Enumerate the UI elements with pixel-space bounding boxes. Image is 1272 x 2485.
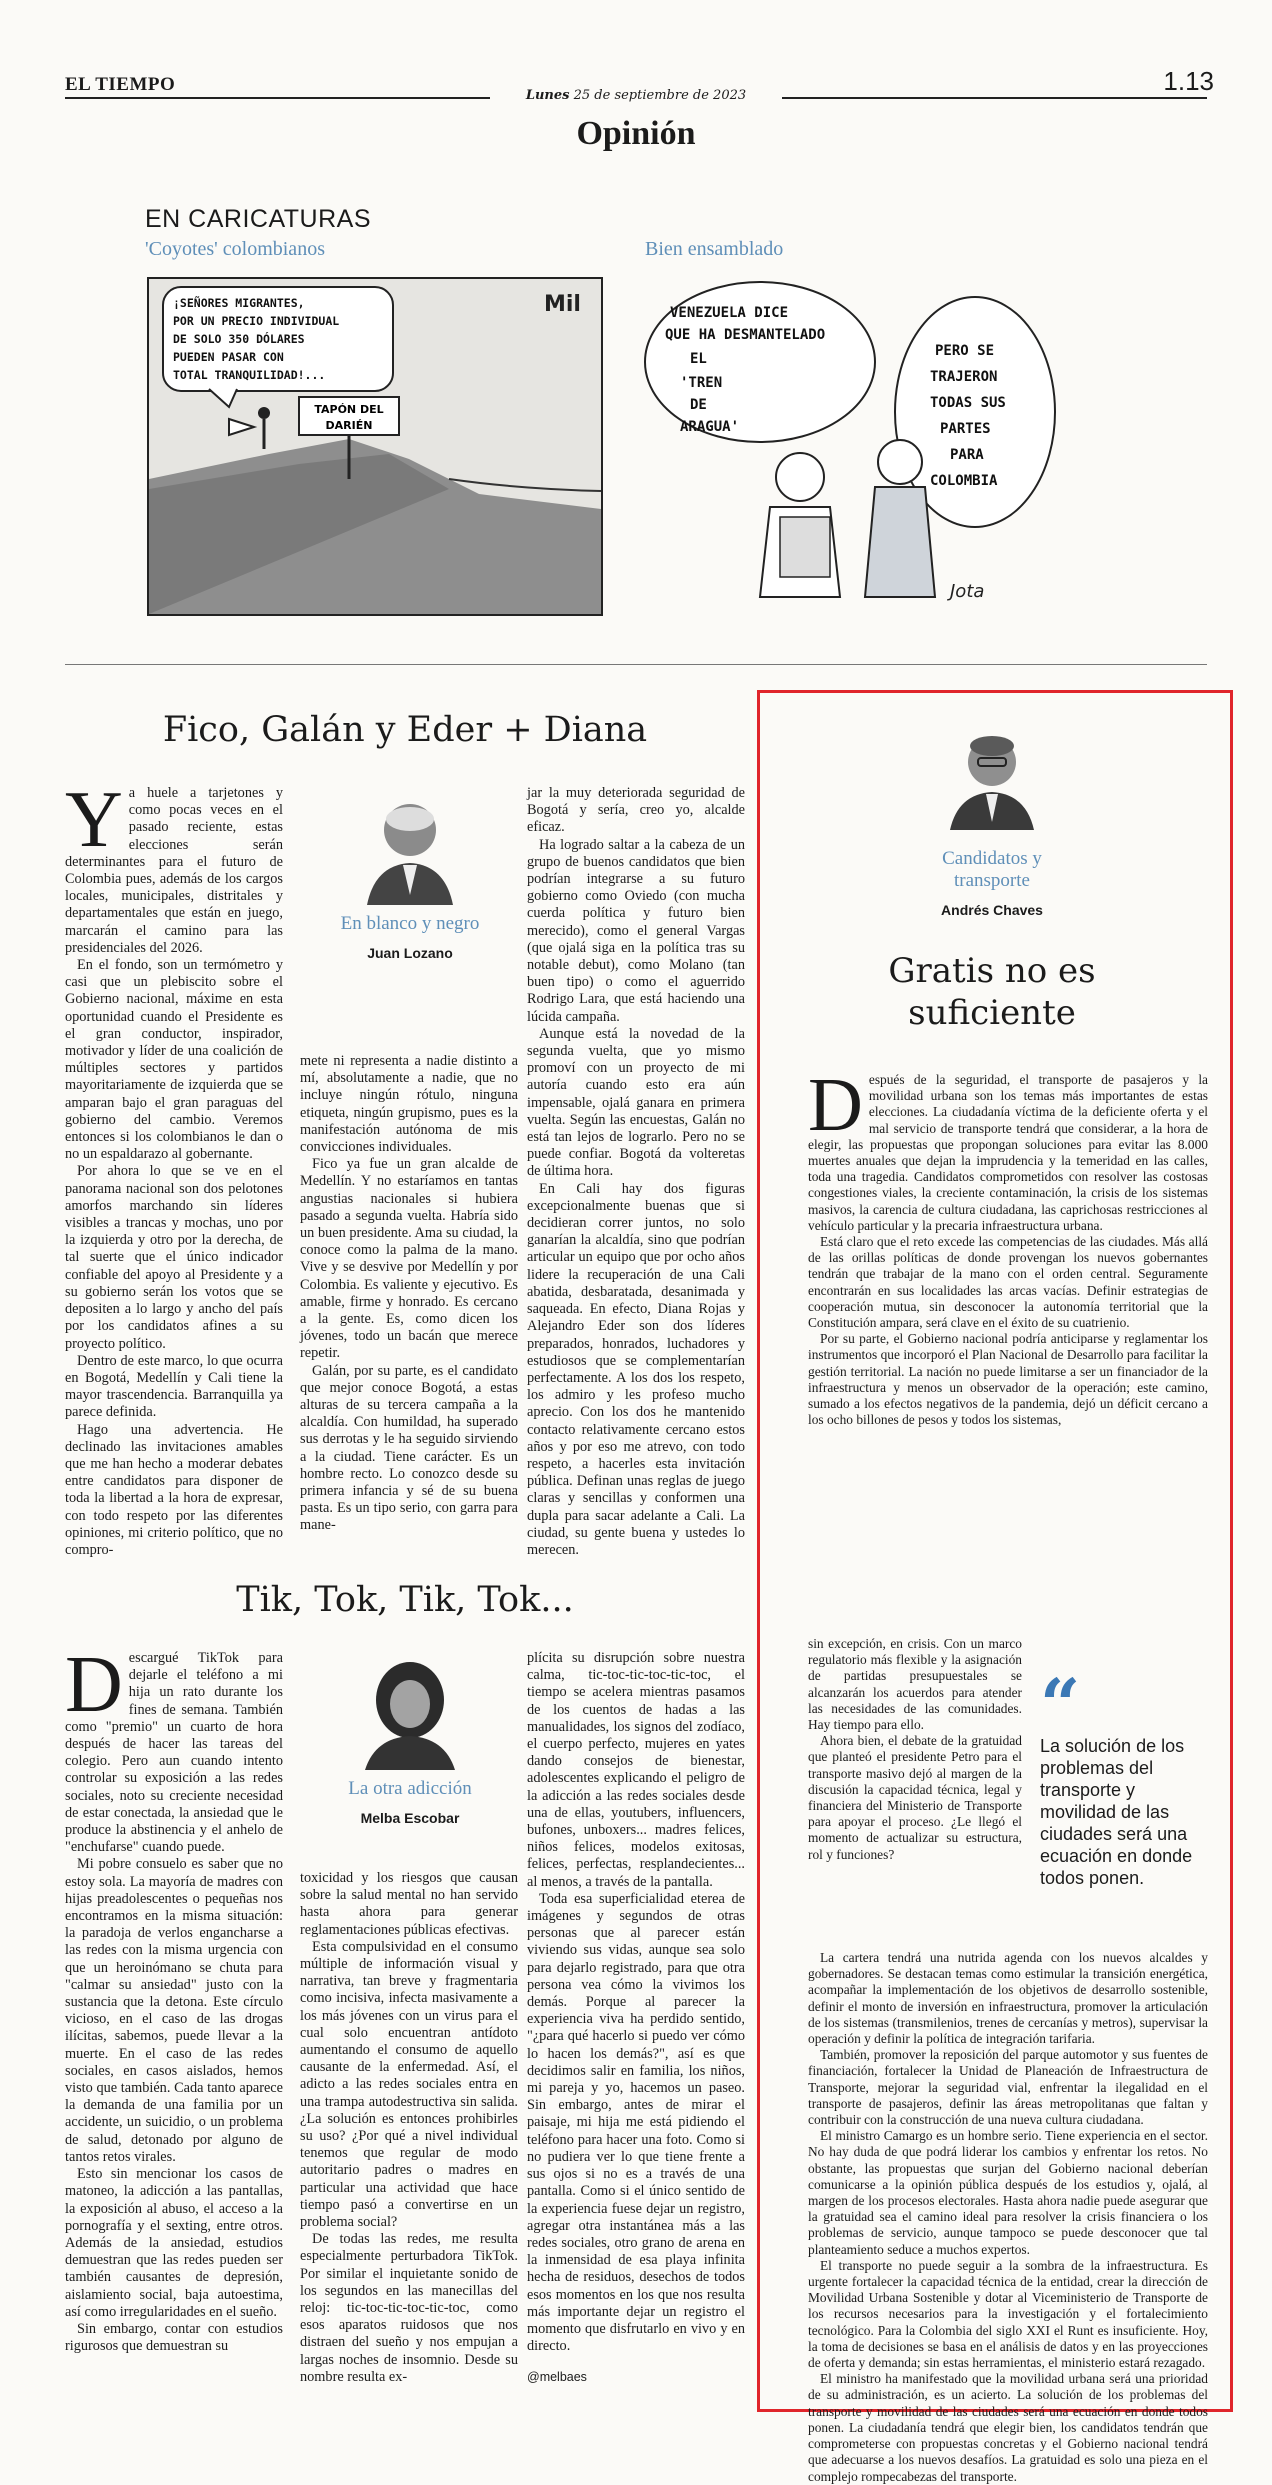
cartoon-left-title: 'Coyotes' colombianos [145,238,325,260]
article2-column-3: plícita su disrupción sobre nuestra calma, tic-toc-tic-toc-tic-toc, el tiempo se acelera mientras pasamos de los cuentos de hadas a las manualidades, los signos del zodíaco, el cuerpo perfecto, mujeres en yates dando consejos de bienestar, adolescentes explicando el peligro de la adicción a las redes sociales desde una de ellas, youtubers, influencers, bufones, unboxers... madres felices, niños felices, modelos exitosas, felices, perfectas, resplandecientes... al menos, a través de la pantalla. Toda esa superficialidad eterea de imágenes y segundos de otras personas que al parecer están viviendo sus vidas, aunque sea solo para dejarlo registrado, para que otra persona vea cómo la vivimos los demás. Porque al parecer la experiencia viva ha perdido sentido, "¿para qué hacerlo si puedo ver cómo lo hacen los demás?", así es que decidimos salir en familia, los niños, mi pareja y yo, hacemos un paseo. Sin embargo, antes de mirar el paisaje, mi hija me está pidiendo el teléfono para hacer una foto. Como si no pudiera ver lo que tiene frente a sus ojos si no es a través de una pantalla. Como si el único sentido de la experiencia fuese dejar un registro, agregar otra instantánea más a las redes sociales, otro grano de arena en la inmensidad de esa playa infinita hecha de residuos, desechos de todos esos momentos en los que nos resulta más importante dejar un registro el momento que disfrutarlo en vivo y en directo. [527,1650,745,2355]
article1-column-1: Ya huele a tarjetones y como pocas veces en el pasado reciente, estas elecciones serán determinantes para el futuro de Colombia pues, además de los cargos locales, municipales, distritales y departamentales que están en juego, marcarán el camino para las presidenciales del 2026. En el fondo, son un termómetro y casi que un plebiscito sobre el Gobierno nacional, máxime en esta oportunidad cuando el Presidente es el gran conductor, inspirador, motivador y líder de una coalición de múltiples sectores y partidos mayoritariamente de izquierda que se amparan bajo el gran paraguas del gobierno del cambio. Veremos entonces si los colombianos le dan o no un espaldarazo al gobernante. Por ahora lo que se ve en el panorama nacional son dos pelotones amorfos marchando sin líderes visibles a trancas y mochas, uno por la izquierda y otro por la derecha, de tal suerte que el único indicador confiable del apoyo al Presidente y a su gobierno serán los votos que se depositen a lo largo y ancho del país por los candidatos afines a su proyecto político. Dentro de este marco, lo que ocurra en Bogotá, Medellín y Cali tiene la mayor trascendencia. Barranquilla ya parece definida. Hago una advertencia. He declinado las invitaciones amables que me han hecho a moderar debates entre candidatos para disponer de toda la libertad a la hora de expresar, con todo respeto por las diferentes opiniones, mi criterio político, que no compro- [65,776,283,1558]
cartoon-right-right-balloon-1: PERO SE [935,343,995,359]
cartoon-left-balloon-5: TOTAL TRANQUILIDAD!... [173,368,326,382]
article1-headline: Fico, Galán y Eder + Diana [162,710,648,750]
cartoon-left-sign-line1: TAPÓN DEL [314,403,384,416]
quote-icon: “ [1040,1663,1081,1746]
cartoon-right-left-balloon-5: DE [690,397,707,413]
cartoon-right-right-balloon-4: PARTES [940,421,991,437]
cartoon-right-signature: Jota [950,581,985,602]
article1-column-3: jar la muy deteriorada seguridad de Bogotá y sería, creo yo, alcalde eficaz. Ha logrado saltar a la cabeza de un grupo de buenos candidatos que bien podrían integrarse a su futuro gobierno como Oviedo (con mucha cuerda política y futuro bien merecido), como el general Vargas (que ojalá siga en la política tras su notable debut), como Molano (tan buen tipo) o como el aguerrido Rodrigo Lara, que está haciendo una lúcida campaña. Aunque está la novedad de la segunda vuelta, que yo mismo promoví con un proyecto de mi autoría cuando esto era aún impensable, ojalá ganara en primera vuelta. Según las encuestas, Galán no está tan lejos de lograrlo. Pero no se puede confiar. Bogotá da volteretas de última hora. En Cali hay dos figuras excepcionalmente buenas que si decidieran correr juntos, no solo ganarían la alcaldía, sino que podrían articular un equipo que por ocho años lidere la recuperación de una Cali abatida, desbaratada, desanimada y saqueada. En efecto, Diana Rojas y Alejandro Eder son dos líderes preparados, honrados, luchadores y estudiosos que se complementarían perfectamente. A los dos los respeto, los admiro y les profeso mucho aprecio. Con los dos he mantenido contacto relativamente cercano estos años y por eso me atrevo, con todo respeto, a hacerles esta invitación pública. Definan unas reglas de juego claras y sencillas y conformen una dupla para sacar adelante a Cali. La ciudad, su gente buena y ustedes lo merecen. [527,785,745,1558]
cartoon-left-balloon-4: PUEDEN PASAR CON [173,350,284,364]
issue-date: Lunes 25 de septiembre de 2023 [525,88,747,103]
cartoon-right-left-balloon-3: EL [690,351,707,367]
article2-column-name: La otra adicción [348,1778,472,1799]
article1-author: Juan Lozano [367,945,453,961]
cartoon-right-left-balloon-4: 'TREN [680,375,723,391]
pullquote-text: La solución de los problemas del transporte y movilidad de las ciudades será una ecuación en donde todos ponen. [1040,1736,1193,1888]
cartoon-bien-ensamblado [645,277,1097,612]
cartoon-left-signature: Mil [544,292,581,317]
cartoon-right-right-balloon-2: TRAJERON [930,369,998,385]
cartoon-right-right-balloon-6: COLOMBIA [930,473,998,489]
article1-byline [300,785,520,961]
cartoon-right-right-balloon-5: PARA [950,447,984,463]
cartoon-left-sign-line2: DARIÉN [325,419,373,432]
cartoon-right-left-balloon-6: ARAGUA' [680,419,740,435]
article3-body-narrow: sin excepción, en crisis. Con un marco regulatorio más flexible y la asignación de partidas presupuestales se alcanzarán los acuerdos para atender las necesidades de las comunidades. Hay tiempo para ello. Ahora bien, el debate de la gratuidad que planteó el presidente Petro para el transporte masivo dejó al margen de la discusión la capacidad técnica, legal y financiera del Ministerio de Transporte para apoyar el proceso. ¿Le llegó el momento de actualizar su estructura, rol y funciones? [808,1636,1022,1862]
cartoon-coyotes [147,277,603,616]
article3-body-bottom: La cartera tendrá una nutrida agenda con los nuevos alcaldes y gobernadores. Se destacan temas como estimular la transición energética, acompañar la implementación de los objetivos de desarrollo sostenible, definir el monto de inversión en infraestructura, promover la articulación de los sistemas (transmilenios, trenes de cercanías y metros), supervisar la operación y definir la política de integración tarifaria. También, promover la reposición del parque automotor y sus fuentes de financiación, fortalecer la Unidad de Planeación de Infraestructura de Transporte, mejorar la seguridad vial, enfrentar la ilegalidad en el transporte de pasajeros, definir las áreas metropolitanas que faltan y contribuir con la construcción de una nueva cultura ciudadana. El ministro Camargo es un hombre serio. Tiene experiencia en el sector. No hay duda de que podrá liderar los cambios y enfrentar los retos. No obstante, las propuestas que surjan del Gobierno nacional deberían comunicarse a la opinión pública después de los estudios y, ojalá, al margen de los procesos electorales. Hasta ahora nadie puede asegurar que la gratuidad sea el camino ideal para resolver la crisis financiera o los problemas de servicio, aunque tampoco se puede desconocer que tal planteamiento seduce a muchos expertos. El transporte no puede seguir a la sombra de la infraestructura. Es urgente fortalecer la capacidad técnica de la entidad, crear la dirección de Movilidad Urbana Sostenible y dotar al Viceministerio de Transporte de los recursos necesarios para la investigación y el fortalecimiento tecnológico. Para la Colombia del siglo XXI el Runt es insuficiente. Hoy, la toma de decisiones se basa en el análisis de datos y en las proyecciones de oferta y demanda; sin estas herramientas, el ministerio estará rezagado. El ministro ha manifestado que la movilidad urbana será una prioridad de su administración, es un acierto. La solución de los problemas del transporte y movilidad de las ciudades será una ecuación en donde todos ponen. La ciudadanía tendrá que elegir bien, los candidatos tendrán que comprometerse con propuestas concretas y el Gobierno nacional tendrá que adecuarse a los nuevos desafíos. La gratuidad es solo una pieza en el complejo rompecabezas del transporte. [808,1950,1208,2484]
cartoon-left-balloon-2: POR UN PRECIO INDIVIDUAL [173,314,340,328]
article3-headline [780,950,1204,1034]
cartoon-left-balloon-3: DE SOLO 350 DÓLARES [173,332,305,346]
author-photo-andres-chaves [942,720,1042,830]
section-divider [65,664,1207,665]
article2-column-1: Descargué TikTok para dejarle el teléfono a mi hija un rato durante los fines de semana. También como "premio" un cuarto de hora después de hacer las tareas del colegio. Pero aun cuando intento controlar su exposición a las redes sociales, noto su creciente necesidad de estar conectada, la ansiedad que le produce la abstinencia y el anhelo de "enchufarse" cuando puede. Mi pobre consuelo es saber que no estoy sola. La mayoría de madres con hijas preadolescentes o pequeñas nos encontramos en la misma situación: la paradoja de verlos engancharse a las redes con la misma urgencia con que un heroinómano se chuta para "calmar su ansiedad" justo con la sustancia que la detona. Este círculo vicioso, en el caso de las drogas ilícitas, sabemos, puede llevar a la muerte. En el caso de las redes sociales, en casos aislados, hemos visto que también. Cada tanto aparece la demanda de una familia por un accidente, un suicidio, o un problema de salud, detonado por alguno de tantos retos virales. Esto sin mencionar los casos de matoneo, la adicción a las pantallas, la exposición al abuso, el acceso a la pornografía y el sexting, entre otros. Además de la ansiedad, estudios demuestran que las redes pueden ser también causantes de depresión, aislamiento social, baja autoestima, así como irregularidades en el sueño. Sin embargo, contar con estudios rigurosos que demuestran su [65,1641,283,2355]
article2-byline [300,1650,520,1826]
cartoon-right-left-balloon-1: VENEZUELA DICE [670,305,789,321]
article2-author-handle: @melbaes [527,2370,587,2384]
article2-author: Melba Escobar [360,1810,460,1826]
cartoon-left-balloon-1: ¡SEÑORES MIGRANTES, [173,296,305,310]
article3-body-top: Después de la seguridad, el transporte de pasajeros y la movilidad urbana son los temas más importantes de estas elecciones. La ciudadanía víctima de la deficiente oferta y el mal servicio de transporte tendrá que considerar, a la hora de elegir, las propuestas que propongan soluciones para evitar las 8.000 muertes anuales que dejan la imprudencia y la temeridad en las calles, toda una tragedia. Candidatos comprometidos con resolver las costosas congestiones viales, la creciente contaminación, la crisis de los sistemas masivos, la carencia de cultura ciudadana, las caprichosas restricciones al vehículo particular y la precaria infraestructura urbana. Está claro que el reto excede las competencias de las ciudades. Más allá de las orillas políticas de donde provengan los nuevos gobernantes tendrán que trabajar de la mano con el orden central. Seguramente encontrarán en sus localidades las arcas vacías. Definir estrategias de cooperación mutua, sin desconocer la autonomía territorial que la Constitución ampara, será clave en el éxito de su cuatrienio. Por su parte, el Gobierno nacional podría anticiparse y reglamentar los instrumentos que incorporó el Plan Nacional de Desarrollo para facilitar la gestión territorial. La nación no puede limitarse a ser un financiador de la infraestructura y menos un observador de la operación; este camino, sumado a los efectos negativos de la pandemia, dejó un déficit cercano a los ocho billones de pesos y todos los sistemas, [808,1063,1208,1428]
article3-headline-line-2: suficiente [908,993,1076,1033]
article1-column-2: mete ni representa a nadie distinto a mí, absolutamente a nadie, que no incluye ningún rótulo, ninguna etiqueta, ningún grupismo, pues es la manifestación autónoma de mis convicciones individuales. Fico ya fue un gran alcalde de Medellín. Y no estaríamos en tantas angustias nacionales si hubiera pasado a segunda vuelta. Habría sido un buen presidente. Ama su ciudad, la conoce como la palma de la mano. Vive y se desvive por Medellín y por Colombia. Es valiente y ejecutivo. Es amable, firme y honrado. Es cercano a la gente. Es, como dicen los jóvenes, todo un bacán que merece repetir. Galán, por su parte, es el candidato que mejor conoce Bogotá, a estas alturas de su tercera campaña a la alcaldía. Con humildad, ha superado sus derrotas y le ha seguido sirviendo a la ciudad. Tiene carácter. Es un hombre recto. Lo conozco desde su primera infancia y sé de su buena pasta. Es un tipo serio, con garra para mane- [300,1053,518,1534]
article1-column-name: En blanco y negro [340,913,480,934]
cartoon-right-right-balloon-3: TODAS SUS [930,395,1006,411]
cartoon-right-title: Bien ensamblado [645,238,784,260]
article3-author: Andrés Chaves [941,902,1043,918]
article2-dropcap: D [65,1641,123,1729]
article3-dropcap: D [808,1063,863,1147]
caricaturas-heading: EN CARICATURAS [145,205,372,233]
page-number: 1.13 [1163,66,1214,96]
article1-dropcap: Y [65,776,123,864]
article3-headline-line-1: Gratis no es [888,951,1096,991]
masthead-logo: EL TIEMPO [65,74,176,95]
article2-column-2: toxicidad y los riesgos que causan sobre la salud mental no han servido hasta ahora para generar reglamentaciones públicas efectivas. Esta compulsividad en el consumo múltiple de información visual y narrativa, tan breve y fragmentaria como incisiva, infecta masivamente a los más jóvenes con un virus para el cual solo encuentran antídoto aumentando el consumo de aquello causante de la enfermedad. Así, el adicto a las redes sociales entra en una trampa autodestructiva sin salida. ¿La solución es entonces prohibirles su uso? ¿Por qué a nivel individual tenemos que regular de modo autoritario padres o madres en particular una actividad que hace tiempo pasó a convertirse en un problema social? De todas las redes, me resulta especialmente perturbadora TikTok. Por similar el inquietante sonido de los segundos en las manecillas del reloj: tic-toc-tic-toc-tic-toc, como esos aparatos ruidosos que nos distraen del sueño y nos empujan a largas noches de insomnio. Desde su nombre resulta ex- [300,1870,518,2385]
author-photo-juan-lozano [355,785,465,905]
section-title: Opinión [576,115,696,152]
cartoon-right-left-balloon-2: QUE HA DESMANTELADO [665,327,826,343]
article3-pullquote [1040,1663,1208,1889]
article3-column-name: Candidatos y transporte [942,848,1042,891]
article3-byline [780,720,1204,918]
author-photo-melba-escobar [355,1650,465,1770]
article2-headline: Tik, Tok, Tik, Tok... [236,1580,574,1620]
